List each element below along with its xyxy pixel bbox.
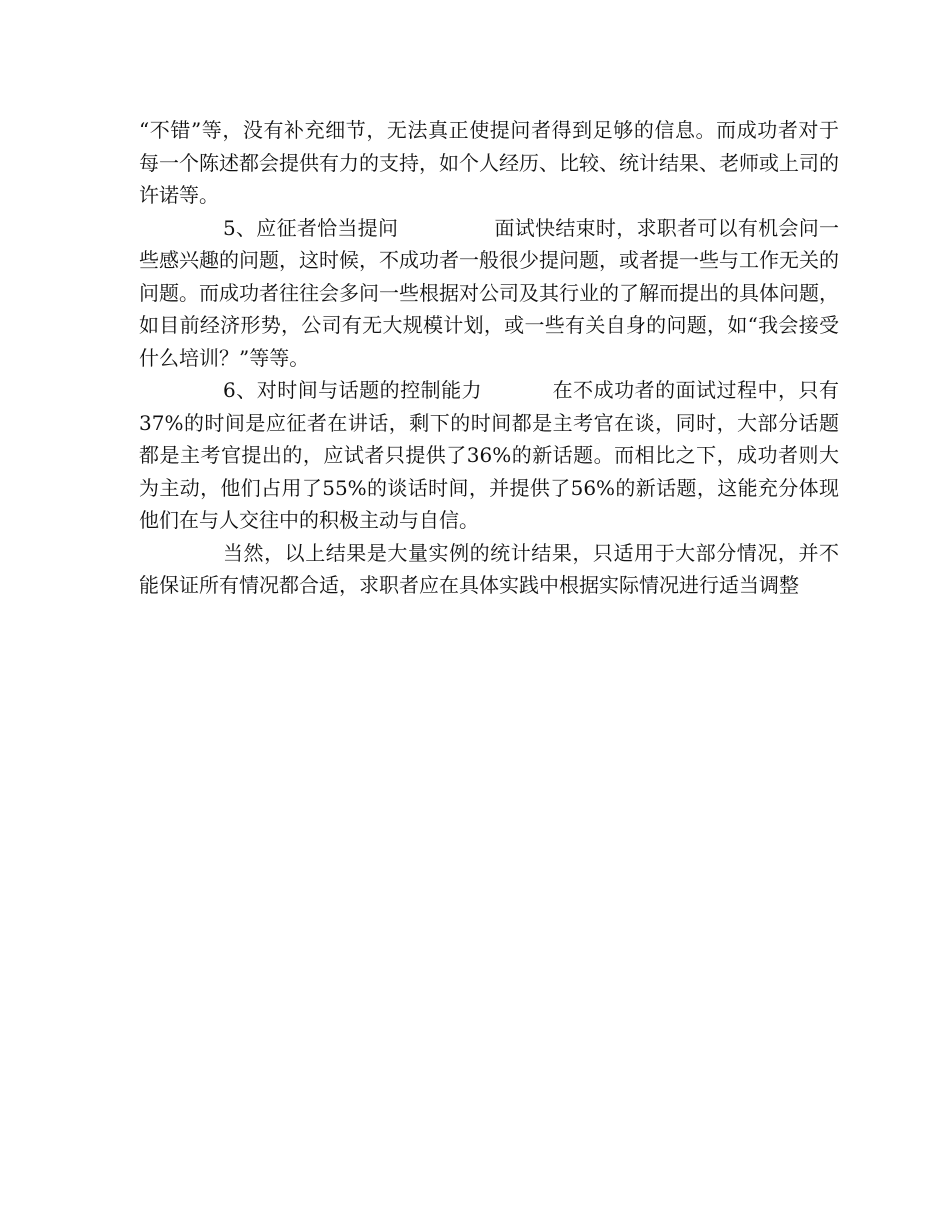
document-body [139,114,839,602]
paragraph-point-5 [139,212,839,375]
point-5-heading: 5、应征者恰当提问 [223,215,399,240]
paragraph-conclusion: 当然，以上结果是大量实例的统计结果，只适用于大部分情况，并不能保证所有情况都合适，求职者应在具体实践中根据实际情况进行适当调整 [139,540,839,597]
paragraph-point-6 [139,374,839,537]
point-6-text: 在不成功者的面试过程中，只有37%的时间是应征者在讲话，剩下的时间都是主考官在谈，同时，大部分话题都是主考官提出的，应试者只提供了36%的新话题。而相比之下，成功者则大为主动，他们占用了55%的谈话时间，并提供了56%的新话题，这能充分体现他们在与人交往中的积极主动与自信。 [139,378,840,532]
paragraph-continuation: “不错”等，没有补充细节，无法真正使提问者得到足够的信息。而成功者对于每一个陈述都会提供有力的支持，如个人经历、比较、统计结果、老师或上司的许诺等。 [139,118,839,207]
point-6-heading: 6、对时间与话题的控制能力 [223,378,483,402]
point-5-text: 面试快结束时，求职者可以有机会问一些感兴趣的问题，这时候，不成功者一般很少提问题，或者提一些与工作无关的问题。而成功者往往会多问一些根据对公司及其行业的了解而提出的具体问题，如目前经济形势，公司有无大规模计划，或一些有关自身的问题，如“我会接受什么培训？”等等。 [139,215,840,370]
